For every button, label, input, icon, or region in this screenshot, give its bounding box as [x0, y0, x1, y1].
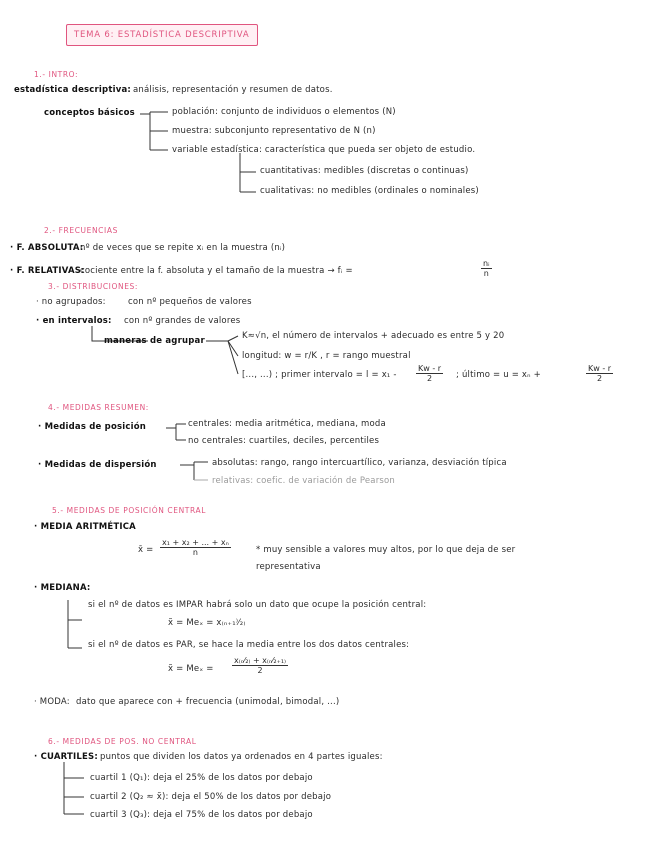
- k-rule: K≈√n, el número de intervalos + adecuado es entre 5 y 20: [242, 331, 505, 341]
- section-5-heading: 5.- MEDIDAS DE POSICIÓN CENTRAL: [52, 506, 206, 515]
- primer-fraction: [416, 364, 443, 383]
- mediana-par-lhs: x̃ = Meₓ =: [168, 664, 214, 674]
- mediana-par-denominator: 2: [257, 666, 263, 675]
- definition-term: estadística descriptiva:: [14, 85, 131, 95]
- definition-text: análisis, representación y resumen de datos.: [133, 85, 333, 95]
- section-6-heading: 6.- MEDIDAS DE POS. NO CENTRAL: [48, 737, 197, 746]
- intervalos-term: · en intervalos:: [36, 316, 112, 326]
- section-2-heading: 2.- FRECUENCIAS: [44, 226, 118, 235]
- mediana-par: si el nº de datos es PAR, se hace la media entre los dos datos centrales:: [88, 640, 410, 650]
- intervalos-text: con nº grandes de valores: [124, 316, 241, 326]
- abs-freq-text: nº de veces que se repite xᵢ en la muestra (nᵢ): [80, 243, 286, 253]
- primer-denominator: 2: [426, 374, 433, 383]
- rel-freq-numerator: nᵢ: [483, 259, 490, 268]
- centrales-item: centrales: media aritmética, mediana, moda: [188, 419, 386, 429]
- media-lhs: x̄ =: [138, 545, 154, 555]
- poblacion-item: población: conjunto de individuos o elementos (N): [172, 107, 396, 117]
- dispersion-term: · Medidas de dispersión: [38, 460, 157, 470]
- media-term: · MEDIA ARITMÉTICA: [34, 522, 136, 532]
- relativas-item: relativas: coefic. de variación de Pearson: [212, 476, 396, 486]
- section-1-heading: 1.- INTRO:: [34, 70, 79, 79]
- maneras-label: maneras de agrupar: [104, 336, 205, 346]
- mediana-impar-formula: x̃ = Meₓ = x₍ₙ₊₁⁾⁄₂₎: [168, 618, 246, 628]
- no-centrales-item: no centrales: cuartiles, deciles, percentiles: [188, 436, 380, 446]
- mediana-par-numerator: x₍ₙ⁄₂₎ + x₍ₙ⁄₂₊₁₎: [234, 656, 287, 665]
- moda-text: dato que aparece con + frecuencia (unimodal, bimodal, ...): [76, 697, 340, 707]
- muestra-item: muestra: subconjunto representativo de N (n): [172, 126, 376, 136]
- section-4-heading: 4.- MEDIDAS RESUMEN:: [48, 403, 149, 412]
- section-3-heading: 3.- DISTRIBUCIONES:: [48, 282, 139, 291]
- cuartil-3: cuartil 3 (Q₃): deja el 75% de los datos por debajo: [90, 810, 313, 820]
- cuartiles-text: puntos que dividen los datos ya ordenados en 4 partes iguales:: [100, 752, 383, 762]
- cuartil-1: cuartil 1 (Q₁): deja el 25% de los datos por debajo: [90, 773, 313, 783]
- no-agrupados-text: con nº pequeños de valores: [128, 297, 252, 307]
- ultimo-denominator: 2: [596, 374, 603, 383]
- media-note-line2: representativa: [256, 562, 321, 572]
- ultimo-fraction: [586, 364, 613, 383]
- ultimo-intervalo-text: ; último = u = xₙ +: [456, 370, 541, 380]
- ultimo-numerator: Kw - r: [588, 364, 612, 373]
- media-fraction: [160, 538, 231, 557]
- media-denominator: n: [192, 548, 198, 557]
- basic-concepts-label: conceptos básicos: [44, 108, 135, 118]
- page-title: TEMA 6: ESTADÍSTICA DESCRIPTIVA: [74, 30, 250, 40]
- absolutas-item: absolutas: rango, rango intercuartílico, varianza, desviación típica: [212, 458, 507, 468]
- cuartil-2: cuartil 2 (Q₂ ≈ x̃): deja el 50% de los datos por debajo: [90, 792, 332, 802]
- rel-freq-term: · F. RELATIVAS:: [10, 266, 85, 276]
- cuartiles-term: · CUARTILES:: [34, 752, 98, 762]
- abs-freq-term: · F. ABSOLUTA:: [10, 243, 84, 253]
- mediana-term: · MEDIANA:: [34, 583, 91, 593]
- posicion-term: · Medidas de posición: [38, 422, 146, 432]
- rel-freq-fraction: [481, 259, 492, 278]
- moda-term: · MODA:: [34, 697, 70, 707]
- mediana-impar: si el nº de datos es IMPAR habrá solo un dato que ocupe la posición central:: [88, 600, 427, 610]
- longitud-rule: longitud: w = r/K , r = rango muestral: [242, 351, 411, 361]
- cualitativas-item: cualitativas: no medibles (ordinales o nominales): [260, 186, 479, 196]
- rel-freq-denominator: n: [483, 269, 489, 278]
- media-numerator: x₁ + x₂ + ... + xₙ: [162, 538, 229, 547]
- cuantitativas-item: cuantitativas: medibles (discretas o continuas): [260, 166, 469, 176]
- media-note-line1: * muy sensible a valores muy altos, por lo que deja de ser: [256, 545, 516, 555]
- primer-intervalo-text: [..., ...) ; primer intervalo = l = x₁ -: [242, 370, 397, 380]
- rel-freq-text: cociente entre la f. absoluta y el tamaño de la muestra → fᵢ =: [80, 266, 353, 276]
- variable-item: variable estadística: característica que pueda ser objeto de estudio.: [172, 145, 476, 155]
- no-agrupados-term: · no agrupados:: [36, 297, 106, 307]
- primer-numerator: Kw - r: [418, 364, 442, 373]
- mediana-par-fraction: [232, 656, 288, 675]
